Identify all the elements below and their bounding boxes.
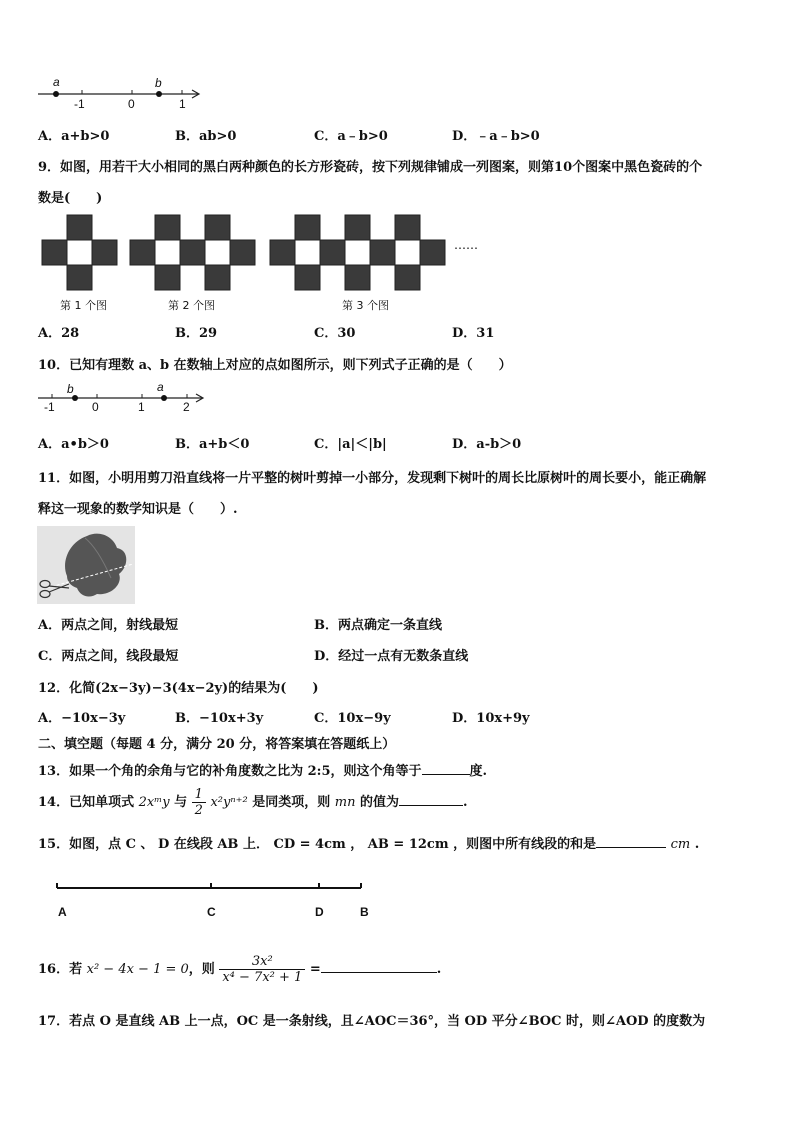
point-a-label: a [53,75,60,89]
answer-blank[interactable] [321,960,437,973]
q13-unit: 度. [469,764,488,779]
q15-text: 15．如图，点 C 、 D 在线段 AB 上． CD = 4cm ， AB = 12cm ，则图中所有线段的和是 [38,837,597,852]
figure-2-caption: 第 2 个图 [168,299,215,312]
tick-label: 2 [183,400,190,414]
q16-text: 16．若 [38,962,83,977]
fraction-numerator: 1 [192,787,206,803]
q11-option-b[interactable]: B．两点确定一条直线 [314,618,442,633]
tick-label: 1 [138,400,145,414]
q12-option-a[interactable]: A．−10x−3y [38,711,126,726]
point-d-label: D [315,905,324,919]
q8-option-a[interactable]: A．a+b>0 [38,129,110,144]
answer-blank[interactable] [422,762,470,775]
tick-label: 0 [128,97,135,111]
segment-ab-diagram [55,880,365,896]
q17-stem: 17．若点 O 是直线 AB 上一点，OC 是一条射线，且∠AOC＝36°，当 OD 平分∠BOC 时，则∠AOD 的度数为 [38,1014,706,1029]
q16-stem [38,952,441,988]
monomial-1: 2xᵐy [138,795,170,810]
point-a-label: A [58,905,67,919]
point-c-label: C [207,905,216,919]
q9-option-b[interactable]: B．29 [175,326,218,341]
q10-option-a[interactable]: A．a•b＞0 [38,437,109,452]
q8-option-d[interactable]: D．﹣a﹣b>0 [452,129,540,144]
q13-stem [38,760,487,779]
leaf-scissors-image [37,526,135,604]
tile-pattern-figure-2 [130,215,255,290]
q11-option-c[interactable]: C．两点之间，线段最短 [38,649,179,664]
q14-stem [38,786,468,820]
q9-stem-line1: 9．如图，用若干大小相同的黑白两种颜色的长方形瓷砖，按下列规律铺成一列图案，则第10个图案中黑色瓷砖的个 [38,160,703,175]
fraction-half [192,787,206,818]
q14-text: 与 [174,795,188,810]
q14-text: 14．已知单项式 [38,795,135,810]
point-a-label: a [157,380,164,394]
answer-blank[interactable] [399,793,463,806]
q9-option-c[interactable]: C．30 [314,326,356,341]
q11-option-a[interactable]: A．两点之间，射线最短 [38,618,179,633]
equals-sign: = [309,962,321,977]
figure-3-caption: 第 3 个图 [342,299,389,312]
q8-option-c[interactable]: C．a﹣b>0 [314,129,388,144]
q8-option-b[interactable]: B．ab>0 [175,129,237,144]
q10-option-b[interactable]: B．a+b＜0 [175,437,250,452]
q11-stem-line2: 释这一现象的数学知识是（ ）. [38,502,238,517]
tick-label: -1 [44,400,55,414]
fraction-denominator: 2 [194,803,203,818]
q9-option-d[interactable]: D．31 [452,326,495,341]
fraction-denominator: x⁴ − 7x² + 1 [222,970,303,985]
point-b-label: B [360,905,369,919]
fraction-numerator: 3x² [219,954,305,970]
point-b-label: b [67,382,74,396]
q11-stem-line1: 11．如图，小明用剪刀沿直线将一片平整的树叶剪掉一小部分，发现剩下树叶的周长比原树叶的周长要小，能正确解 [38,471,707,486]
q15-end: . [694,837,700,852]
tick-label: 0 [92,400,99,414]
q16-end: . [436,962,442,977]
pattern-ellipsis: …… [454,238,478,252]
tile-pattern-figure-1 [42,215,117,290]
q10-stem: 10．已知有理数 a、b 在数轴上对应的点如图所示，则下列式子正确的是（ ） [38,358,512,373]
q12-option-c[interactable]: C．10x−9y [314,711,391,726]
q9-option-a[interactable]: A．28 [38,326,80,341]
figure-1-caption: 第 1 个图 [60,299,107,312]
equation: x² − 4x − 1 = 0 [86,962,189,977]
mn-expression: mn [334,795,356,810]
q12-option-d[interactable]: D．10x+9y [452,711,530,726]
q14-text: 是同类项，则 [252,795,331,810]
tick-label: 1 [179,97,186,111]
tile-pattern-figure-3 [270,215,445,290]
fraction-expression [219,954,305,985]
q14-text: 的值为 [359,795,399,810]
q11-option-d[interactable]: D．经过一点有无数条直线 [314,649,469,664]
q15-stem [38,833,699,852]
q13-text: 13．如果一个角的余角与它的补角度数之比为 2:5，则这个角等于 [38,764,422,779]
q16-text: ，则 [188,962,215,977]
q9-stem-line2: 数是( ) [38,191,103,206]
q15-unit: cm [670,837,691,852]
q10-option-d[interactable]: D．a-b＞0 [452,437,522,452]
point-b-label: b [155,76,162,90]
section-heading: 二、填空题（每题 4 分，满分 20 分，将答案填在答题纸上） [38,737,396,752]
monomial-2: x²yⁿ⁺² [210,795,248,810]
q12-option-b[interactable]: B．−10x+3y [175,711,264,726]
q14-end: . [463,795,468,810]
q12-stem: 12．化简(2x−3y)−3(4x−2y)的结果为( ) [38,681,319,696]
q10-option-c[interactable]: C．|a|＜|b| [314,437,387,452]
answer-blank[interactable] [596,835,666,848]
tick-label: -1 [74,97,85,111]
